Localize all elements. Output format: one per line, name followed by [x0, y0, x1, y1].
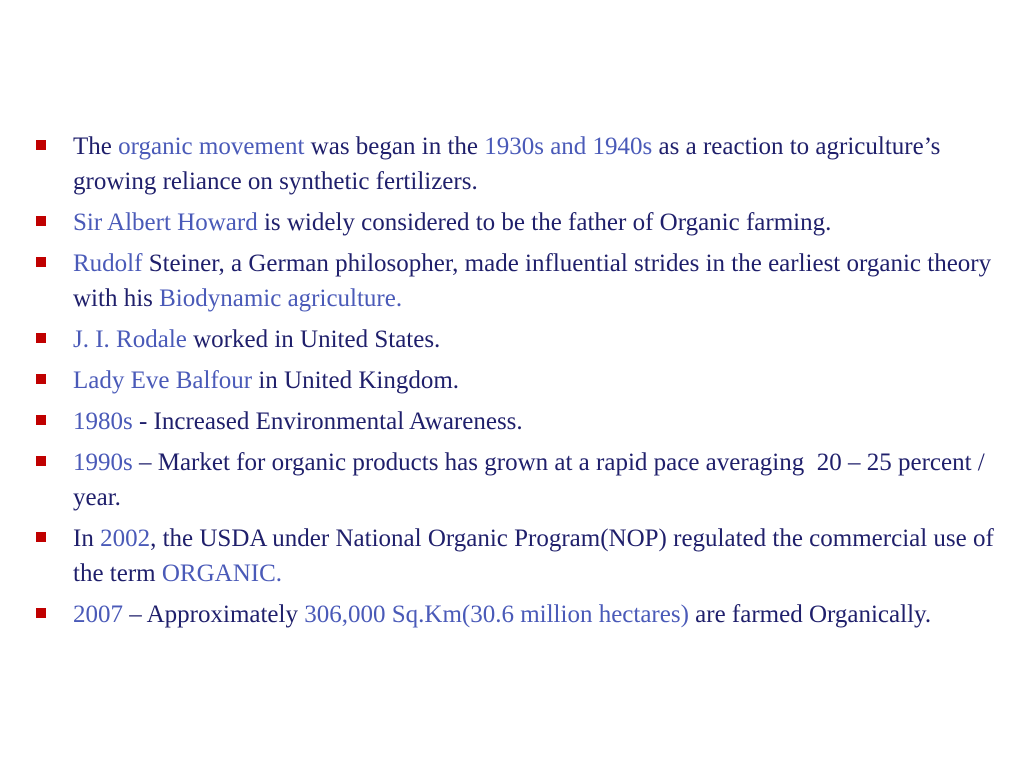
body-text: worked in United States.	[186, 326, 441, 353]
square-bullet-icon	[36, 415, 46, 425]
bullet-item	[36, 597, 996, 632]
highlighted-text: 1930s and 1940s	[484, 133, 653, 160]
highlighted-text: Lady Eve Balfour	[73, 367, 253, 394]
body-text: is widely considered to be the father of Organic farming.	[257, 209, 832, 236]
body-text: , the USDA under National Organic Program(NOP) regulated the commercial use of the term	[73, 525, 1001, 587]
body-text: In	[73, 525, 101, 552]
body-text: Steiner, a German philosopher, made influential strides in the earliest organic theory with his	[73, 250, 998, 312]
highlighted-text: 2007	[73, 601, 123, 628]
body-text: The	[73, 133, 119, 160]
body-text: as a reaction to agriculture’s growing reliance on synthetic fertilizers.	[73, 133, 947, 195]
highlighted-text: Biodynamic agriculture.	[159, 285, 403, 312]
highlighted-text: Sir Albert Howard	[73, 209, 258, 236]
highlighted-text: Rudolf	[73, 250, 143, 277]
highlighted-text: 306,000 Sq.Km(30.6 million hectares)	[304, 601, 689, 628]
square-bullet-icon	[36, 374, 46, 384]
square-bullet-icon	[36, 608, 46, 618]
highlighted-text: 1990s	[73, 449, 133, 476]
bullet-item	[36, 322, 996, 357]
bullet-list	[36, 129, 1001, 638]
bullet-item	[36, 404, 996, 439]
square-bullet-icon	[36, 257, 46, 267]
body-text: was began in the	[304, 133, 485, 160]
highlighted-text: 1980s	[73, 408, 133, 435]
body-text: in United Kingdom.	[252, 367, 460, 394]
bullet-item	[36, 129, 996, 199]
body-text: are farmed Organically.	[688, 601, 932, 628]
body-text: – Approximately	[123, 601, 305, 628]
bullet-item	[36, 205, 996, 240]
bullet-item	[36, 521, 1001, 591]
square-bullet-icon	[36, 216, 46, 226]
highlighted-text: J. I. Rodale	[73, 326, 187, 353]
highlighted-text: 2002	[100, 525, 151, 552]
bullet-item	[36, 445, 996, 515]
bullet-item	[36, 363, 996, 398]
highlighted-text: ORGANIC.	[161, 560, 283, 587]
square-bullet-icon	[36, 456, 46, 466]
square-bullet-icon	[36, 532, 46, 542]
body-text: - Increased Environmental Awareness.	[132, 408, 523, 435]
square-bullet-icon	[36, 333, 46, 343]
square-bullet-icon	[36, 140, 46, 150]
highlighted-text: organic movement	[118, 133, 305, 160]
bullet-item	[36, 246, 996, 316]
body-text: – Market for organic products has grown at a rapid pace averaging 20 – 25 percent / year.	[73, 449, 991, 511]
